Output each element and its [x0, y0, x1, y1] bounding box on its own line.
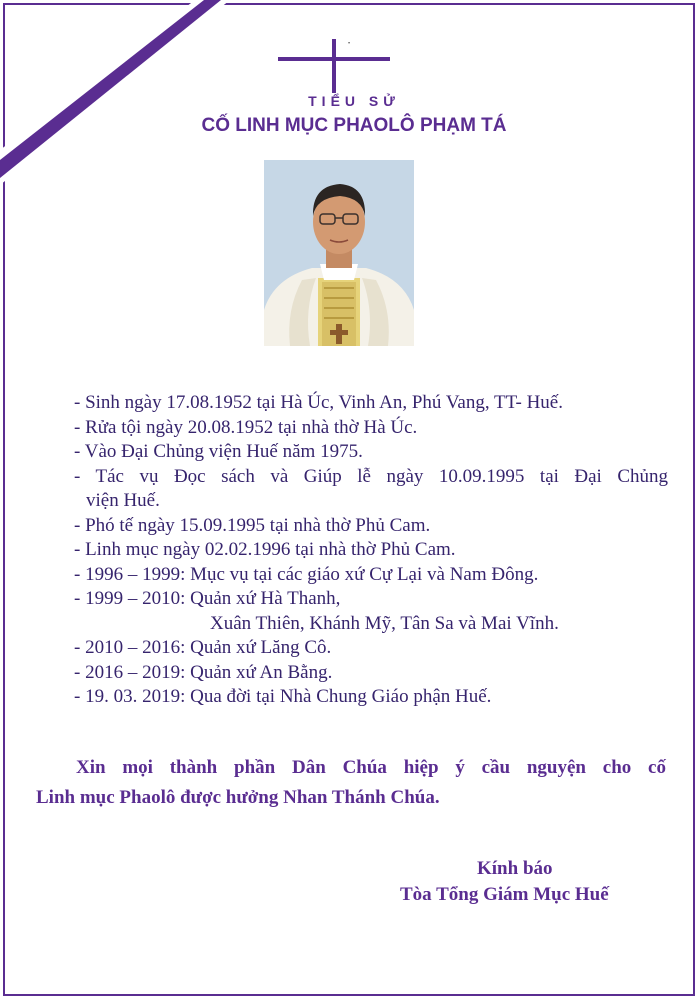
- bio-item-ministry-1996: - 1996 – 1999: Mục vụ tại các giáo xứ Cự Lại và Nam Đông.: [74, 563, 539, 585]
- bio-item-baptism: - Rửa tội ngày 20.08.1952 tại nhà thờ Hà Úc.: [74, 416, 418, 438]
- prayer-line-2: Linh mục Phaolô được hưởng Nhan Thánh Chúa.: [36, 787, 440, 808]
- bio-item-ministry-1999: - 1999 – 2010: Quản xứ Hà Thanh,: [74, 588, 341, 609]
- bio-item-priest: - Linh mục ngày 02.02.1996 tại nhà thờ Phủ Cam.: [74, 539, 456, 560]
- biography-list: [74, 391, 668, 710]
- bio-item-lector: - Tác vụ Đọc sách và Giúp lễ ngày 10.09.1995 tại Đại Chủng: [74, 465, 668, 487]
- bio-item-death: - 19. 03. 2019: Qua đời tại Nhà Chung Giáo phận Huế.: [74, 686, 492, 707]
- bio-item-seminary: - Vào Đại Chủng viện Huế năm 1975.: [74, 441, 363, 462]
- signature-greeting: Kính báo: [477, 858, 553, 879]
- bio-item-ministry-2016: - 2016 – 2019: Quản xứ An Bằng.: [74, 661, 333, 683]
- bio-item-deacon: - Phó tế ngày 15.09.1995 tại nhà thờ Phủ Cam.: [74, 514, 431, 536]
- bio-item-ministry-2010: - 2010 – 2016: Quản xứ Lăng Cô.: [74, 637, 332, 658]
- bio-item-birth: - Sinh ngày 17.08.1952 tại Hà Úc, Vinh An, Phú Vang, TT- Huế.: [74, 392, 563, 413]
- bio-item-lector-cont: viện Huế.: [86, 490, 160, 511]
- cross-icon: [278, 37, 390, 93]
- signature-issuer: Tòa Tổng Giám Mục Huế: [400, 884, 609, 905]
- bio-item-ministry-1999-cont: Xuân Thiên, Khánh Mỹ, Tân Sa và Mai Vĩnh.: [210, 612, 559, 634]
- decorative-dot: •: [348, 41, 351, 47]
- prayer-request: [36, 753, 666, 813]
- prayer-line-1: Xin mọi thành phần Dân Chúa hiệp ý cầu nguyện cho cố: [76, 757, 666, 778]
- priest-portrait: [264, 160, 414, 346]
- section-title: TIỂU SỬ: [308, 93, 400, 109]
- page-title: CỐ LINH MỤC PHAOLÔ PHẠM TÁ: [201, 115, 507, 136]
